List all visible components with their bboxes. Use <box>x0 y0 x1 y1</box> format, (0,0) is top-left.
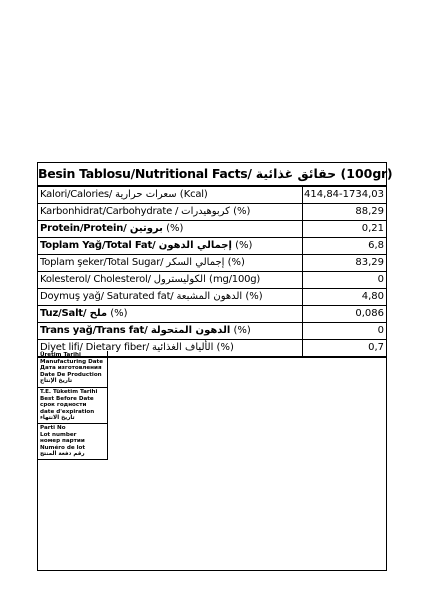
row-value: 0 <box>377 274 384 285</box>
table-row <box>38 306 386 323</box>
table-row <box>38 323 386 340</box>
row-label: Toplam Yağ/Total Fat/ إجمالي الدهون (%) <box>38 238 303 254</box>
row-label: Kolesterol/ Cholesterol/ الكوليسترول (mg/100g) <box>38 272 303 288</box>
table-row <box>38 204 386 221</box>
row-value: 83,29 <box>355 257 384 268</box>
best-before-date-block: T.E. Tüketim Tarihi Best Before Date срок годности date d'expiration تاريخ الانتهاء <box>38 388 107 424</box>
row-label: Doymuş yağ/ Saturated fat/ الدهون المشبعة (%) <box>38 289 303 305</box>
table-row <box>38 255 386 272</box>
row-value: 414,84-1734,03 <box>304 189 384 200</box>
table-row <box>38 289 386 306</box>
row-value: 6,8 <box>368 240 384 251</box>
row-value: 0,086 <box>355 308 384 319</box>
row-value: 0,21 <box>361 223 384 234</box>
row-label: Diyet lifi/ Dietary fiber/ الألياف الغذائية (%) <box>38 340 303 356</box>
row-label: Karbonhidrat/Carbohydrate / كربوهيدرات (%) <box>38 204 303 220</box>
row-label: Trans yağ/Trans fat/ الدهون المتحولة (%) <box>38 323 303 339</box>
row-label: Toplam şeker/Total Sugar/ إجمالي السكر (%) <box>38 255 303 271</box>
row-label: Protein/Protein/ بروتين (%) <box>38 221 303 237</box>
table-row <box>38 238 386 255</box>
lot-number-block: Parti No Lot number номер партии Numéro de lot رقم دفعة المنتج <box>38 424 107 460</box>
nutrition-table <box>38 187 386 358</box>
row-value: 88,29 <box>355 206 384 217</box>
row-label: Kalori/Calories/ سعرات حرارية (Kcal) <box>38 187 303 203</box>
production-info-box <box>38 351 108 460</box>
row-label: Tuz/Salt/ ملح (%) <box>38 306 303 322</box>
table-row <box>38 272 386 289</box>
row-value: 0 <box>377 325 384 336</box>
table-row <box>38 221 386 238</box>
row-value: 4,80 <box>361 291 384 302</box>
nutrition-title: Besin Tablosu/Nutritional Facts/ حقائق غذائية (100gr) <box>38 163 386 187</box>
nutrition-label <box>37 162 393 571</box>
manufacturing-date-block: Üretim Tarihi Manufacturing Date Дата изготовления Date De Production تاريخ الإنتاج <box>38 351 107 388</box>
row-value: 0,7 <box>368 342 384 353</box>
table-row <box>38 187 386 204</box>
